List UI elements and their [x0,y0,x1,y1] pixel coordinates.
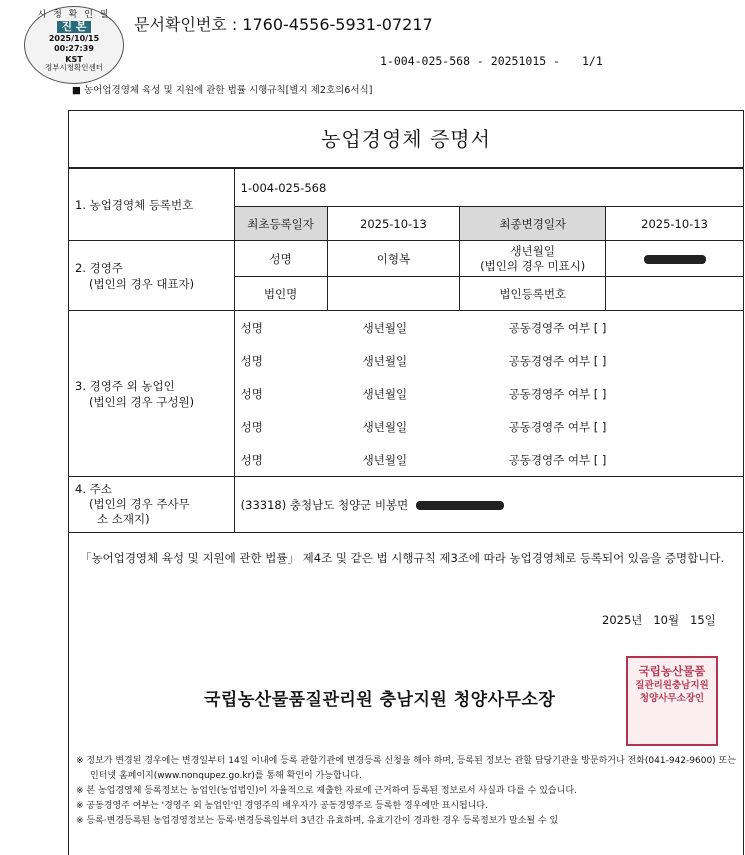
farmer-row [235,344,743,377]
farmer-row [235,311,743,344]
owner-name-label: 성명 [234,241,327,277]
farmer-name-label: 성명 [240,452,263,467]
farmer-birth-label: 생년월일 [362,386,408,401]
owner-birth-label: 생년월일 (법인의 경우 미표시) [460,241,606,277]
last-change-label: 최종변경일자 [460,207,606,241]
form-label: ■ 농어업경영체 육성 및 지원에 관한 법률 시행규칙[별지 제2호의6서식] [72,85,373,96]
corp-name-label: 법인명 [234,277,327,311]
page-number: 1/1 [582,54,603,68]
joint-owner-checkbox: 공동경영주 여부 [ ] [508,386,607,401]
farmer-name-label: 성명 [240,386,263,401]
farmer-birth-label: 생년월일 [362,419,408,434]
farmer-birth-label: 생년월일 [362,452,408,467]
note-item: ※ 등록·변경등록된 농업경영정보는 등록·변경등록일부터 3년간 유효하며, 유효기간이 경과한 경우 등록정보가 말소될 수 있 [76,816,559,826]
issuer-name: 국립농산물품질관리원 충남지원 청양사무소장 [204,690,556,710]
farmer-row [235,410,743,443]
farmer-row [235,443,743,476]
seal-badge: 진 본 [57,21,90,33]
farmer-birth-label: 생년월일 [362,320,408,335]
section4-label: 4. 주소 (법인의 경우 주사무 소 소재지) [69,477,235,533]
joint-owner-checkbox: 공동경영주 여부 [ ] [508,320,607,335]
registration-line: 1-004-025-568 - 20251015 - [380,54,561,68]
farmer-name-label: 성명 [240,353,263,368]
joint-owner-checkbox: 공동경영주 여부 [ ] [508,353,607,368]
notes-section [76,754,740,829]
seal-tz: KST [65,54,83,64]
first-reg-label: 최초등록일자 [234,207,327,241]
note-item: ※ 정보가 변경된 경우에는 변경일부터 14일 이내에 등록 관할기관에 변경등록 신청을 해야 하며, 등록된 정보는 관할 담당기관을 방문하거나 전화(041-942-9600) 또는 인터넷 홈페이지(www.nonqupez.go.kr)를 통해 확인이 가능합니다. [76,756,736,781]
seal-time: 00:27:39 [54,44,94,54]
owner-birth-value [606,241,744,277]
joint-owner-checkbox: 공동경영주 여부 [ ] [508,419,607,434]
document-number: 문서확인번호 : 1760-4556-5931-07217 [134,15,433,34]
note-item: ※ 공동경영주 여부는 '경영주 외 농업인'인 경영주의 배우자가 공동경영주로 등록한 경우에만 표시됩니다. [76,801,488,811]
official-seal-stamp: 국립농산물품 질관리원충남지원 청양사무소장인 [626,656,718,746]
redaction-mark [644,255,706,264]
section2-label: 2. 경영주 (법인의 경우 대표자) [69,241,235,311]
redaction-mark [416,501,504,510]
corp-reg-value [606,277,744,311]
farmer-birth-label: 생년월일 [362,353,408,368]
certification-statement: 「농어업경영체 육성 및 지원에 관한 법률」 제4조 및 같은 법 시행규칙 제3조에 따라 농업경영체로 등록되어 있음을 증명합니다. [80,551,725,565]
corp-reg-label: 법인등록번호 [460,277,606,311]
seal-bottom-text: 정부시청확인센터 [45,63,103,73]
issue-date: 2025년 10월 15일 [602,613,716,627]
corp-name-value [327,277,460,311]
certificate-table [68,168,744,533]
owner-name-value: 이형복 [327,241,460,277]
address-value: (33318) 충청남도 청양군 비봉면 [234,477,743,533]
certificate-title: 농업경영체 증명서 [68,110,744,168]
last-change-date: 2025-10-13 [606,207,744,241]
registration-number: 1-004-025-568 [234,169,743,207]
farmer-name-label: 성명 [240,320,263,335]
farmer-name-label: 성명 [240,419,263,434]
verification-seal [24,6,124,84]
section3-label: 3. 경영주 외 농업인 (법인의 경우 구성원) [69,311,235,477]
note-item: ※ 본 농업경영체 등록정보는 농업인(농업법인)이 자율적으로 제출한 자료에 근거하여 등록된 정보로서 사실과 다를 수 있습니다. [76,786,577,796]
seal-top-text: 시 청 확 인 필 [37,10,111,20]
seal-date: 2025/10/15 [48,33,100,43]
first-reg-date: 2025-10-13 [327,207,460,241]
joint-owner-checkbox: 공동경영주 여부 [ ] [508,452,607,467]
section1-label: 1. 농업경영체 등록번호 [69,169,235,241]
farmer-row [235,377,743,410]
farmers-list [234,311,743,477]
